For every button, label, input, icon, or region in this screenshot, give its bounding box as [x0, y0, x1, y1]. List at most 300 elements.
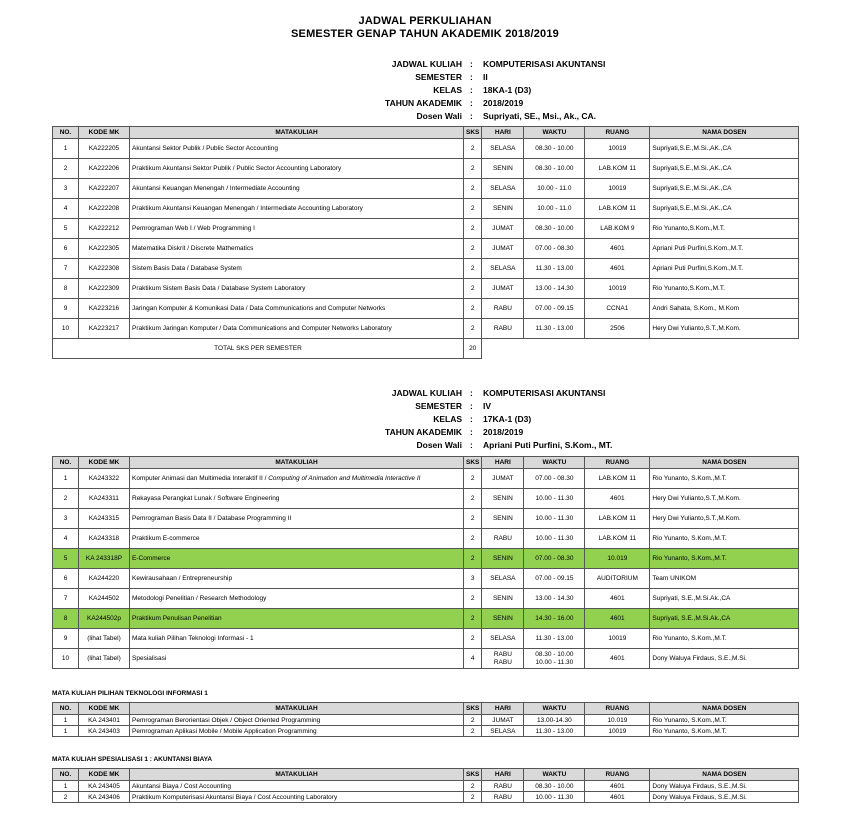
table-row [53, 529, 799, 549]
column-header: MATAKULIAH [130, 457, 464, 469]
table-row [53, 629, 799, 649]
cell-waktu: 10.00 - 11.30 [524, 529, 585, 549]
info-label: SEMESTER [415, 401, 462, 411]
info-colon: : [470, 111, 473, 121]
cell-sks: 2 [464, 159, 482, 179]
cell-hari: SENIN [482, 489, 524, 509]
cell-hari: SELASA [482, 259, 524, 279]
info-colon: : [470, 85, 473, 95]
table-row [53, 259, 799, 279]
cell-dosen: Rio Yunanto, S.Kom.,M.T. [650, 715, 799, 726]
info-colon: : [470, 388, 473, 398]
column-header: WAKTU [524, 127, 585, 139]
info-value: IV [483, 401, 492, 411]
table-row [53, 549, 799, 569]
cell-mk: Praktikum E-commerce [130, 529, 464, 549]
specialization-section-label: MATA KULIAH SPESIALISASI 1 : AKUNTANSI BIAYA [52, 756, 213, 763]
info-label: Dosen Wali [416, 440, 462, 450]
cell-hari: RABU [482, 792, 524, 803]
cell-line: RABU [493, 658, 512, 666]
info-colon: : [470, 427, 473, 437]
cell-hari: SELASA [482, 726, 524, 737]
column-header: NO. [53, 769, 79, 781]
cell-no: 4 [53, 529, 79, 549]
cell-mk: Akuntansi Sektor Publik / Public Sector Accounting [130, 139, 464, 159]
table-row [53, 239, 799, 259]
table-row [53, 509, 799, 529]
cell-mk: Sistem Basis Data / Database System [130, 259, 464, 279]
cell-ruang: 4601 [585, 792, 650, 803]
table-row [53, 199, 799, 219]
cell-kode: (lihat Tabel) [79, 629, 130, 649]
cell-no: 2 [53, 792, 79, 803]
table-header-row [53, 769, 799, 781]
cell-dosen: Andri Sahata, S.Kom., M.Kom [650, 299, 799, 319]
cell-sks: 2 [464, 715, 482, 726]
cell-dosen: Hery Dwi Yulianto,S.T.,M.Kom. [650, 489, 799, 509]
column-header: WAKTU [524, 703, 585, 715]
cell-mk: Pemrograman Aplikasi Mobile / Mobile Application Programming [130, 726, 464, 737]
cell-waktu: 14.30 - 16.00 [524, 609, 585, 629]
cell-sks: 2 [464, 529, 482, 549]
cell-hari: SENIN [482, 509, 524, 529]
cell-hari: JUMAT [482, 469, 524, 489]
cell-ruang: 10019 [585, 629, 650, 649]
cell-waktu [524, 649, 585, 669]
column-header: RUANG [585, 769, 650, 781]
cell-no: 1 [53, 781, 79, 792]
cell-hari: RABU [482, 529, 524, 549]
cell-no: 4 [53, 199, 79, 219]
info-label: KELAS [433, 85, 462, 95]
cell-dosen: Dony Waluya Firdaus, S.E.,M.Si. [650, 792, 799, 803]
table-row [53, 649, 799, 669]
info-colon: : [470, 401, 473, 411]
cell-no: 7 [53, 259, 79, 279]
info-label: JADWAL KULIAH [391, 59, 462, 69]
cell-sks: 2 [464, 199, 482, 219]
cell-sks: 2 [464, 589, 482, 609]
column-header: NO. [53, 127, 79, 139]
table-row [53, 781, 799, 792]
cell-sks: 2 [464, 259, 482, 279]
cell-dosen: Supriyati,S.E.,M.Si.,AK.,CA [650, 199, 799, 219]
cell-waktu: 07.00 - 09.15 [524, 569, 585, 589]
cell-mk: Praktikum Komputerisasi Akuntansi Biaya / Cost Accounting Laboratory [130, 792, 464, 803]
cell-mk: Praktikum Akuntansi Sektor Publik / Public Sector Accounting Laboratory [130, 159, 464, 179]
cell-hari: RABU [482, 299, 524, 319]
cell-waktu: 10.00 - 11.0 [524, 199, 585, 219]
table-row [53, 279, 799, 299]
table-row [53, 715, 799, 726]
cell-line: 08.30 - 10.00 [535, 650, 574, 658]
cell-hari: JUMAT [482, 715, 524, 726]
cell-mk: Akuntansi Biaya / Cost Accounting [130, 781, 464, 792]
cell-line: 10.00 - 11.30 [535, 658, 574, 666]
info-value: 2018/2019 [483, 98, 524, 108]
column-header: SKS [464, 769, 482, 781]
cell-kode: KA 243318P [79, 549, 130, 569]
cell-ruang: 10019 [585, 279, 650, 299]
cell-dosen: Apriani Puti Purfini,S.Kom.,M.T. [650, 259, 799, 279]
cell-waktu: 13.00 - 14.30 [524, 279, 585, 299]
cell-sks: 2 [464, 629, 482, 649]
table-row [53, 589, 799, 609]
cell-mk [130, 469, 464, 489]
column-header: NAMA DOSEN [650, 769, 799, 781]
table-row [53, 469, 799, 489]
cell-dosen: Rio Yunanto, S.Kom.,M.T. [650, 629, 799, 649]
cell-dosen: Team UNIKOM [650, 569, 799, 589]
column-header: SKS [464, 457, 482, 469]
cell-ruang: AUDITORIUM [585, 569, 650, 589]
cell-kode: KA244502 [79, 589, 130, 609]
cell-mk: Pemrograman Berorientasi Objek / Object Oriented Programming [130, 715, 464, 726]
cell-sks: 3 [464, 569, 482, 589]
cell-no: 1 [53, 469, 79, 489]
cell-dosen: Supriyati,S.E.,M.Si.,AK.,CA [650, 139, 799, 159]
cell-kode: KA244502p [79, 609, 130, 629]
info-label: JADWAL KULIAH [391, 388, 462, 398]
cell-sks: 2 [464, 509, 482, 529]
column-header: NAMA DOSEN [650, 127, 799, 139]
total-row [53, 339, 799, 359]
info-row [0, 110, 850, 122]
cell-hari: SELASA [482, 569, 524, 589]
info-row [0, 426, 850, 438]
course-name: Komputer Animasi dan Multimedia Interaktif II / [132, 475, 269, 482]
column-header: KODE MK [79, 769, 130, 781]
cell-ruang: 4601 [585, 781, 650, 792]
cell-waktu: 07.00 - 08.30 [524, 469, 585, 489]
cell-sks: 2 [464, 792, 482, 803]
info-row [0, 439, 850, 451]
info-row [0, 84, 850, 96]
column-header: RUANG [585, 127, 650, 139]
info-label: SEMESTER [415, 72, 462, 82]
cell-no: 1 [53, 139, 79, 159]
info-row [0, 387, 850, 399]
cell-hari: SELASA [482, 179, 524, 199]
cell-dosen: Rio Yunanto,S.Kom.,M.T. [650, 219, 799, 239]
cell-dosen: Rio Yunanto, S.Kom.,M.T. [650, 726, 799, 737]
column-header: HARI [482, 769, 524, 781]
info-colon: : [470, 98, 473, 108]
cell-ruang: 2506 [585, 319, 650, 339]
info-value: 17KA-1 (D3) [483, 414, 532, 424]
cell-mk: Rekayasa Perangkat Lunak / Software Engineering [130, 489, 464, 509]
column-header: MATAKULIAH [130, 127, 464, 139]
table-row [53, 159, 799, 179]
cell-ruang: 4601 [585, 589, 650, 609]
cell-no: 6 [53, 239, 79, 259]
info-value: 2018/2019 [483, 427, 524, 437]
page-subtitle: SEMESTER GENAP TAHUN AKADEMIK 2018/2019 [291, 28, 559, 40]
info-value: 18KA-1 (D3) [483, 85, 532, 95]
cell-mk: Pemrograman Web I / Web Programming I [130, 219, 464, 239]
page-title: JADWAL PERKULIAHAN [358, 15, 492, 27]
cell-dosen: Rio Yunanto, S.Kom.,M.T. [650, 529, 799, 549]
cell-ruang: 10019 [585, 726, 650, 737]
cell-mk: Praktikum Jaringan Komputer / Data Communications and Computer Networks Laboratory [130, 319, 464, 339]
cell-ruang: 10019 [585, 179, 650, 199]
cell-hari: SENIN [482, 199, 524, 219]
column-header: NO. [53, 457, 79, 469]
column-header: NAMA DOSEN [650, 457, 799, 469]
cell-kode: KA222206 [79, 159, 130, 179]
column-header: NAMA DOSEN [650, 703, 799, 715]
cell-ruang: 10019 [585, 139, 650, 159]
cell-sks: 2 [464, 469, 482, 489]
cell-ruang: 10.019 [585, 715, 650, 726]
column-header: HARI [482, 703, 524, 715]
cell-kode: KA243311 [79, 489, 130, 509]
cell-kode: KA222205 [79, 139, 130, 159]
cell-no: 3 [53, 509, 79, 529]
cell-mk: Mata kuliah Pilihan Teknologi Informasi - 1 [130, 629, 464, 649]
column-header: RUANG [585, 457, 650, 469]
cell-kode: KA222309 [79, 279, 130, 299]
column-header: HARI [482, 127, 524, 139]
info-value: Supriyati, SE., Msi., Ak., CA. [483, 111, 597, 121]
table-row [53, 569, 799, 589]
column-header: KODE MK [79, 457, 130, 469]
cell-kode: KA 243403 [79, 726, 130, 737]
cell-hari: SENIN [482, 609, 524, 629]
cell-kode: KA243318 [79, 529, 130, 549]
cell-kode: KA223216 [79, 299, 130, 319]
cell-waktu: 08.30 - 10.00 [524, 219, 585, 239]
cell-mk: Kewirausahaan / Entrepreneurship [130, 569, 464, 589]
column-header: HARI [482, 457, 524, 469]
info-value: II [483, 72, 488, 82]
column-header: WAKTU [524, 457, 585, 469]
cell-dosen: Supriyati, S.E.,M.Si.Ak.,CA [650, 589, 799, 609]
cell-ruang: 4601 [585, 609, 650, 629]
cell-no: 8 [53, 609, 79, 629]
cell-ruang: 10.019 [585, 549, 650, 569]
elective-section-label: MATA KULIAH PILIHAN TEKNOLOGI INFORMASI 1 [52, 690, 208, 697]
cell-no: 5 [53, 219, 79, 239]
table-row [53, 299, 799, 319]
cell-sks: 2 [464, 179, 482, 199]
column-header: SKS [464, 127, 482, 139]
cell-mk: Jaringan Komputer & Komunikasi Data / Data Communications and Computer Networks [130, 299, 464, 319]
cell-sks: 4 [464, 649, 482, 669]
cell-dosen: Apriani Puti Purfini,S.Kom.,M.T. [650, 239, 799, 259]
cell-kode: KA222212 [79, 219, 130, 239]
cell-sks: 2 [464, 139, 482, 159]
total-blank [482, 339, 799, 359]
cell-no: 2 [53, 159, 79, 179]
cell-kode: KA222207 [79, 179, 130, 199]
cell-mk: Praktikum Sistem Basis Data / Database System Laboratory [130, 279, 464, 299]
table-row [53, 179, 799, 199]
cell-ruang: 4601 [585, 489, 650, 509]
cell-sks: 2 [464, 549, 482, 569]
schedule-table-semester-4 [52, 456, 799, 669]
cell-ruang: LAB.KOM 11 [585, 159, 650, 179]
table-header-row [53, 127, 799, 139]
column-header: RUANG [585, 703, 650, 715]
cell-kode: KA222308 [79, 259, 130, 279]
cell-waktu: 10.00 - 11.30 [524, 489, 585, 509]
cell-mk: Matematika Diskrit / Discrete Mathematics [130, 239, 464, 259]
cell-kode: (lihat Tabel) [79, 649, 130, 669]
info-value: KOMPUTERISASI AKUNTANSI [483, 59, 606, 69]
column-header: WAKTU [524, 769, 585, 781]
cell-hari: JUMAT [482, 279, 524, 299]
cell-dosen: Dony Waluya Firdaus, S.E.,M.Si. [650, 781, 799, 792]
cell-mk: Spesialisasi [130, 649, 464, 669]
table-header-row [53, 457, 799, 469]
cell-waktu: 11.30 - 13.00 [524, 259, 585, 279]
cell-hari: SENIN [482, 549, 524, 569]
cell-no: 1 [53, 715, 79, 726]
info-row [0, 97, 850, 109]
cell-no: 8 [53, 279, 79, 299]
column-header: NO. [53, 703, 79, 715]
cell-sks: 2 [464, 489, 482, 509]
cell-sks: 2 [464, 219, 482, 239]
column-header: KODE MK [79, 703, 130, 715]
cell-no: 1 [53, 726, 79, 737]
cell-ruang: 4601 [585, 239, 650, 259]
cell-mk: Metodologi Penelitian / Research Methodology [130, 589, 464, 609]
cell-dosen: Supriyati, S.E.,M.Si.Ak.,CA [650, 609, 799, 629]
cell-waktu: 13.00-14.30 [524, 715, 585, 726]
cell-dosen: Hery Dwi Yulianto,S.T.,M.Kom. [650, 319, 799, 339]
cell-hari: RABU [482, 319, 524, 339]
column-header: SKS [464, 703, 482, 715]
cell-kode: KA 243405 [79, 781, 130, 792]
info-row [0, 58, 850, 70]
cell-no: 2 [53, 489, 79, 509]
info-row [0, 413, 850, 425]
cell-dosen: Hery Dwi Yulianto,S.T.,M.Kom. [650, 509, 799, 529]
info-value: KOMPUTERISASI AKUNTANSI [483, 388, 606, 398]
cell-waktu: 11.30 - 13.00 [524, 629, 585, 649]
info-label: TAHUN AKADEMIK [385, 98, 462, 108]
schedule-table-semester-2 [52, 126, 799, 359]
cell-mk: Pemrograman Basis Data II / Database Programming II [130, 509, 464, 529]
cell-ruang: LAB.KOM 9 [585, 219, 650, 239]
table-row [53, 139, 799, 159]
cell-dosen: Rio Yunanto,S.Kom.,M.T. [650, 279, 799, 299]
info-value: Apriani Puti Purfini, S.Kom., MT. [483, 440, 613, 450]
cell-no: 6 [53, 569, 79, 589]
info-label: TAHUN AKADEMIK [385, 427, 462, 437]
cell-kode: KA222208 [79, 199, 130, 219]
cell-hari: SENIN [482, 159, 524, 179]
cell-dosen: Supriyati,S.E.,M.Si.,AK.,CA [650, 159, 799, 179]
info-row [0, 71, 850, 83]
info-label: KELAS [433, 414, 462, 424]
cell-sks: 2 [464, 319, 482, 339]
table-row [53, 609, 799, 629]
info-colon: : [470, 414, 473, 424]
cell-sks: 2 [464, 299, 482, 319]
cell-kode: KA223217 [79, 319, 130, 339]
cell-kode: KA243315 [79, 509, 130, 529]
cell-no: 7 [53, 589, 79, 609]
cell-sks: 2 [464, 609, 482, 629]
cell-hari: JUMAT [482, 239, 524, 259]
info-row [0, 400, 850, 412]
table-header-row [53, 703, 799, 715]
cell-hari: SENIN [482, 589, 524, 609]
cell-ruang: LAB.KOM 11 [585, 509, 650, 529]
cell-dosen: Rio Yunanto, S.Kom.,M.T. [650, 469, 799, 489]
cell-waktu: 11.30 - 13.00 [524, 319, 585, 339]
column-header: KODE MK [79, 127, 130, 139]
cell-waktu: 08.30 - 10.00 [524, 139, 585, 159]
cell-dosen: Dony Waluya Firdaus, S.E.,M.Si. [650, 649, 799, 669]
cell-mk: E-Commerce [130, 549, 464, 569]
info-colon: : [470, 72, 473, 82]
cell-no: 5 [53, 549, 79, 569]
table-row [53, 726, 799, 737]
cell-mk: Praktikum Akuntansi Keuangan Menengah / Intermediate Accounting Laboratory [130, 199, 464, 219]
cell-waktu: 07.00 - 09.15 [524, 299, 585, 319]
cell-waktu: 07.00 - 08.30 [524, 239, 585, 259]
cell-dosen: Rio Yunanto, S.Kom.,M.T. [650, 549, 799, 569]
cell-hari: SELASA [482, 629, 524, 649]
info-colon: : [470, 59, 473, 69]
cell-no: 3 [53, 179, 79, 199]
cell-sks: 2 [464, 726, 482, 737]
cell-ruang: LAB.KOM 11 [585, 529, 650, 549]
cell-no: 10 [53, 319, 79, 339]
cell-mk: Akuntansi Keuangan Menengah / Intermediate Accounting [130, 179, 464, 199]
table-row [53, 319, 799, 339]
cell-waktu: 10.00 - 11.0 [524, 179, 585, 199]
cell-ruang: LAB.KOM 11 [585, 469, 650, 489]
cell-waktu: 08.30 - 10.00 [524, 159, 585, 179]
cell-hari: RABU [482, 781, 524, 792]
cell-hari [482, 649, 524, 669]
cell-kode: KA 243406 [79, 792, 130, 803]
cell-sks: 2 [464, 279, 482, 299]
cell-waktu: 08.30 - 10.00 [524, 781, 585, 792]
cell-ruang: 4601 [585, 259, 650, 279]
cell-hari: SELASA [482, 139, 524, 159]
info-colon: : [470, 440, 473, 450]
cell-mk: Praktikum Penulisan Penelitian [130, 609, 464, 629]
cell-line: RABU [493, 650, 512, 658]
table-row [53, 489, 799, 509]
cell-ruang: 4601 [585, 649, 650, 669]
total-value: 20 [464, 339, 482, 359]
cell-waktu: 10.00 - 11.30 [524, 792, 585, 803]
cell-ruang: CCNA1 [585, 299, 650, 319]
info-label: Dosen Wali [416, 111, 462, 121]
course-name-english: Computing of Animation and Multimedia Interactive II [268, 475, 421, 482]
table-row [53, 792, 799, 803]
cell-kode: KA 243401 [79, 715, 130, 726]
column-header: MATAKULIAH [130, 703, 464, 715]
cell-sks: 2 [464, 781, 482, 792]
cell-waktu: 07.00 - 08.30 [524, 549, 585, 569]
cell-waktu: 10.00 - 11.30 [524, 509, 585, 529]
cell-dosen: Supriyati,S.E.,M.Si.,AK.,CA [650, 179, 799, 199]
total-label: TOTAL SKS PER SEMESTER [53, 339, 464, 359]
cell-kode: KA244220 [79, 569, 130, 589]
specialization-table [52, 768, 799, 803]
cell-kode: KA222305 [79, 239, 130, 259]
cell-no: 10 [53, 649, 79, 669]
cell-hari: JUMAT [482, 219, 524, 239]
